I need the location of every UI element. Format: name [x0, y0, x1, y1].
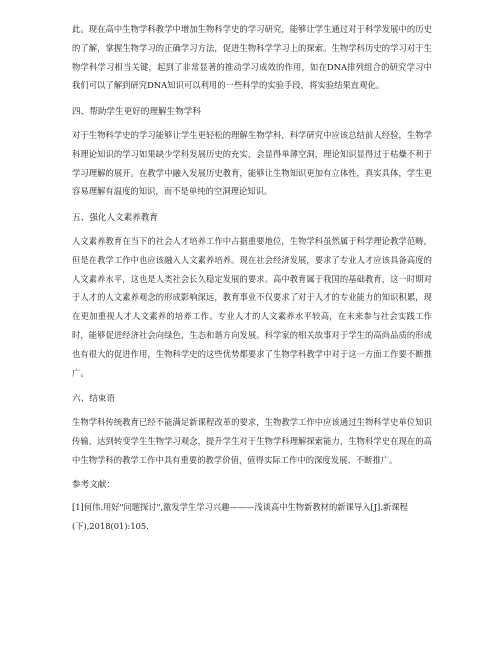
section-6-paragraph: 生物学科传统教育已经不能满足新课程改革的要求，生物教学工作中应该通过生物科学史单位知识传输，达到转变学生生物学习观念，提升学生对于生物学科理解探索能力，生物科学史在现在的高中生物学科的教学工作中具有重要的教学价值，值得实际工作中的深度发展、不断推广。 [72, 417, 432, 465]
section-5-paragraph: 人文素养教育在当下的社会人才培养工作中占据重要地位，生物学科虽然属于科学理论教学范畴，但是在教学工作中也应该融入人文素养培养。现在社会经济发展，要求了专业人才应该具备高度的人文素养水平，这也是人类社会长久稳定发展的要求。高中教育属于我国的基础教育，这一时期对于人才的人文素养观念的形成影响深远，教育事业不仅要求了对于人才的专业能力的知识积累，现在更加重视人才人文素养的培养工作。专业人才的人文素养水平较高，在未来参与社会实践工作时，能够促进经济社会向绿色，生态和谐方向发展。科学家的相关故事对于学生的高尚品质的形成也有很大的促进作用，生物科学史的这些优势都要求了生物学科教学中对于这一方面工作要不断推广。 [72, 235, 432, 378]
section-heading-6: 六、结束语 [72, 394, 115, 405]
reference-item: [1]何伟.用好"问题探讨",激发学生学习兴趣———浅谈高中生物新教材的新课导入[J].新课程(下),2018(01):105. [72, 502, 408, 532]
document-page [72, 20, 432, 536]
section-heading-5: 五、强化人文素养教育 [72, 213, 158, 224]
intro-paragraph: 此。现在高中生物学科教学中增加生物科学史的学习研究，能够让学生通过对于科学发展中的历史的了解，掌握生物学习的正确学习方法，促进生物科学学习上的探索。生物学科历史的学习对于生物学科学习相当关键，起到了非常显著的推动学习成效的作用，如在DNA排列组合的研究学习中我们可以了解到研究DNA知识可以利用的一些科学的实验手段，将实验结果直观化。 [72, 24, 432, 91]
references-label: 参考文献： [72, 479, 115, 490]
section-heading-4: 四、帮助学生更好的理解生物学科 [72, 107, 201, 118]
section-4-paragraph: 对于生物科学史的学习能够让学生更轻松的理解生物学科，科学研究中应该总结前人经验，生物学科理论知识的学习如果缺少学科发展历史的充实，会显得单薄空洞，理论知识显得过于枯燥不利于学习理解的展开。在教学中融入发展历史教育，能够让生物知识更加有立体性，真实具体，学生更容易理解有温度的知识，而不是单纯的空洞理论知识。 [72, 129, 432, 197]
